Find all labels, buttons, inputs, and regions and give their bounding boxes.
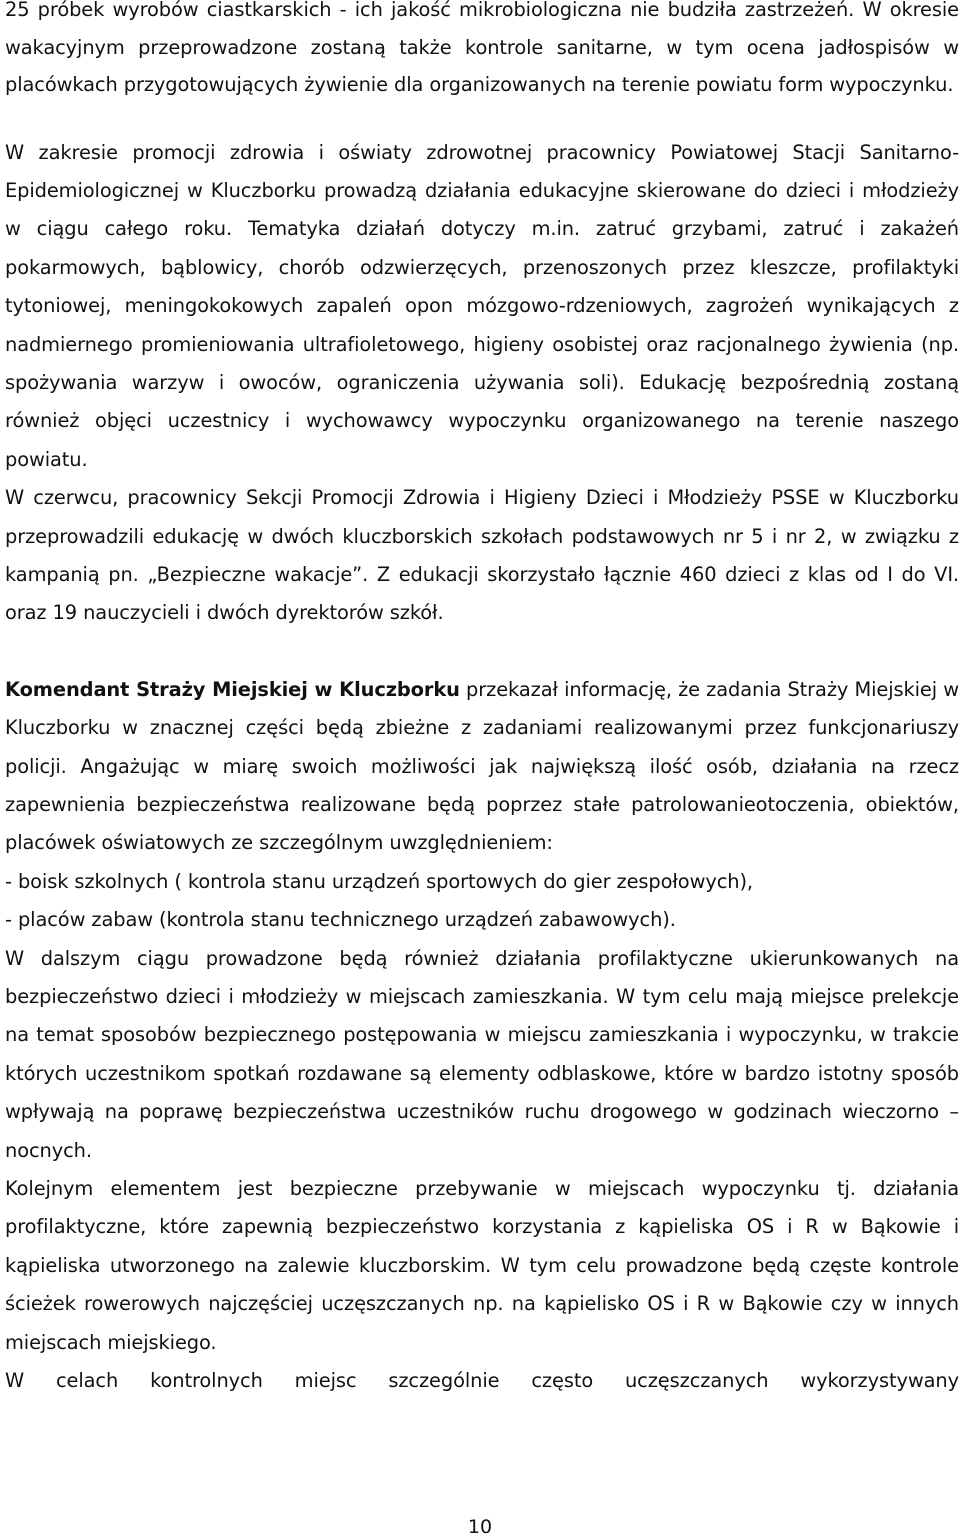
paragraph-city-guard [5, 671, 959, 863]
document-page [5, 0, 959, 1401]
paragraph-spacer [5, 104, 959, 134]
paragraph-prevention-at-home: W dalszym ciągu prowadzone będą również działania profilaktyczne ukierunkowanych na bezpieczeństwo dzieci i młodzieży w miejscach zamieszkania. W tym celu mają miejsce prelekcje na temat sposobów bezpiecznego postępowania w miejscu zamieszkania i wypoczynku, w trakcie których uczestnikom spotkań rozdawane są elementy odblaskowe, które w bardzo istotny sposób wpływają na poprawę bezpieczeństwa uczestników ruchu drogowego w godzinach wieczorno – nocnych. [5, 946, 959, 1162]
city-guard-text: przekazał informację, że zadania Straży Miejskiej w Kluczborku w znacznej części będą zbieżne z zadaniami realizowanymi przez funkcjonariuszy policji. Angażując w miarę swoich możliwości jak największą ilość osób, działania na rzecz zapewnienia bezpieczeństwa realizowane będą poprzez stałe patrolowanieotoczenia, obiektów, placówek oświatowych ze szczególnym uwzględnieniem: [5, 677, 959, 855]
paragraph-spacer [5, 633, 959, 671]
paragraph-sanitary-inspections: 25 próbek wyrobów ciastkarskich - ich jakość mikrobiologiczna nie budziła zastrzeżeń. W okresie wakacyjnym przeprowadzone zostaną także kontrole sanitarne, w tym ocena jadłospisów w placówkach przygotowujących żywienie dla organizowanych na terenie powiatu form wypoczynku. [5, 0, 959, 96]
paragraph-control-places: W celach kontrolnych miejsc szczególnie często uczęszczanych wykorzystywany [5, 1369, 959, 1393]
list-item-school-pitches: - boisk szkolnych ( kontrola stanu urządzeń sportowych do gier zespołowych), [5, 869, 753, 893]
paragraph-june-education: W czerwcu, pracownicy Sekcji Promocji Zdrowia i Higieny Dzieci i Młodzieży PSSE w Kluczborku przeprowadzili edukację w dwóch kluczborskich szkołach podstawowych nr 5 i nr 2, w związku z kampanią pn. „Bezpieczne wakacje”. Z edukacji skorzystało łącznie 460 dzieci z klas od I do VI. oraz 19 nauczycieli i dwóch dyrektorów szkół. [5, 486, 959, 625]
paragraph-health-promotion: W zakresie promocji zdrowia i oświaty zdrowotnej pracownicy Powiatowej Stacji Sanitarno-Epidemiologicznej w Kluczborku prowadzą działania edukacyjne skierowane do dzieci i młodzieży w ciągu całego roku. Tematyka działań dotyczy m.in. zatruć grzybami, zatruć i zakażeń pokarmowych, bąblowicy, chorób odzwierzęcych, przenoszonych przez kleszcze, profilaktyki tytoniowej, meningokokowych zapaleń opon mózgowo-rdzeniowych, zagrożeń wynikających z nadmiernego promieniowania ultrafioletowego, higieny osobistej oraz racjonalnego żywienia (np. spożywania warzyw i owoców, ograniczenia używania soli). Edukację bezpośrednią zostaną również objęci uczestnicy i wychowawcy wypoczynku organizowanego na terenie naszego powiatu. [5, 140, 959, 471]
city-guard-commander-heading: Komendant Straży Miejskiej w Kluczborku [5, 677, 460, 701]
page-number: 10 [467, 1516, 493, 1538]
paragraph-safe-recreation: Kolejnym elementem jest bezpieczne przebywanie w miejscach wypoczynku tj. działania profilaktyczne, które zapewnią bezpieczeństwo korzystania z kąpieliska OS i R w Bąkowie i kąpieliska utworzonego na zalewie kluczborskim. W tym celu prowadzone będą częste kontrole ścieżek rowerowych najczęściej uczęszczanych np. na kąpielisko OS i R w Bąkowie czy w innych miejscach miejskiego. [5, 1177, 959, 1354]
list-item-playgrounds: - placów zabaw (kontrola stanu technicznego urządzeń zabawowych). [5, 908, 676, 932]
